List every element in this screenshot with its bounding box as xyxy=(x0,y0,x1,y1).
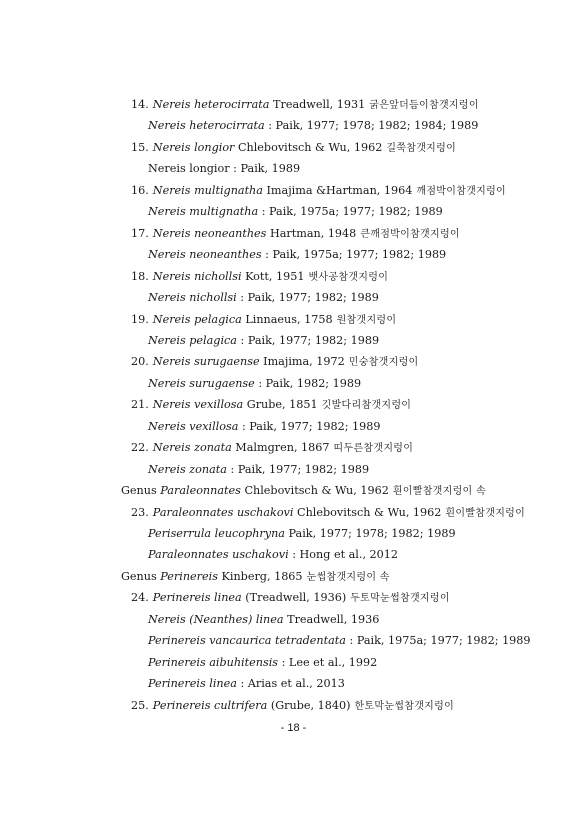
species-author: Treadwell, 1931 xyxy=(273,98,366,111)
page-number: - 18 - xyxy=(280,722,307,734)
species-name: multignatha xyxy=(194,183,263,197)
korean-name: 원참갯지렁이 xyxy=(336,314,397,326)
species-author: Chlebovitsch & Wu, 1962 xyxy=(237,140,383,154)
species-name: heterocirrata xyxy=(194,98,270,111)
species-number: 14. xyxy=(131,98,149,111)
species-name: longior xyxy=(194,140,235,154)
genus-name: Nereis xyxy=(152,226,191,240)
korean-name: 민숭참갯지렁이 xyxy=(348,357,419,369)
korean-name: 큰깨점박이참갯지렁이 xyxy=(360,228,460,240)
species-entry xyxy=(131,699,454,714)
synonym-reference: Hong et al., 2012 xyxy=(299,548,399,562)
species-author: Imajima, 1972 xyxy=(263,355,345,369)
synonym-reference: Paik, 1977; 1982; 1989 xyxy=(247,291,379,305)
species-number: 16. xyxy=(131,183,149,197)
genus-name: Nereis xyxy=(152,312,191,326)
synonym-name: Periserrula leucophryna xyxy=(148,527,285,540)
synonym-name: Nereis longior xyxy=(148,162,230,176)
synonym-reference: Paik, 1975a; 1977; 1982; 1989 xyxy=(356,634,531,648)
species-number: 18. xyxy=(131,269,149,283)
korean-name: 깃발다리참갯지렁이 xyxy=(321,400,412,412)
synonym-entry: Paraleonnates uschakovi : Hong et al., 2012 xyxy=(148,548,399,562)
genus-name: Nereis xyxy=(152,398,191,412)
synonym-entry: Nereis zonata : Paik, 1977; 1982; 1989 xyxy=(148,462,370,476)
genus-name: Paraleonnates xyxy=(152,505,234,519)
synonym-reference: Paik, 1977; 1982; 1989 xyxy=(249,419,381,433)
synonym-reference: Treadwell, 1936 xyxy=(287,612,380,626)
species-entry xyxy=(131,184,506,199)
synonym-name: Perinereis aibuhitensis xyxy=(148,655,279,669)
species-name: nichollsi xyxy=(194,269,242,283)
species-number: 17. xyxy=(131,226,149,240)
genus-author: Kinberg, 1865 xyxy=(221,569,303,583)
species-name: neoneanthes xyxy=(194,226,267,240)
synonym-entry: Nereis longior : Paik, 1989 xyxy=(148,162,301,176)
genus-name: Perinereis xyxy=(160,569,218,583)
synonym-name: Nereis vexillosa xyxy=(148,419,239,433)
species-author: Kott, 1951 xyxy=(245,269,305,283)
korean-name: 깨점박이참갯지렁이 xyxy=(416,185,507,197)
species-number: 23. xyxy=(131,505,149,519)
genus-prefix: Genus xyxy=(121,569,157,583)
species-name: pelagica xyxy=(194,312,242,326)
synonym-reference: Paik, 1977; 1982; 1989 xyxy=(237,462,370,476)
korean-name: 눈썹참갯지렁이 속 xyxy=(306,571,390,583)
species-entry xyxy=(131,506,525,521)
genus-name: Nereis xyxy=(152,98,191,111)
species-number: 24. xyxy=(131,591,149,605)
synonym-reference: Paik, 1989 xyxy=(240,162,301,176)
korean-name: 띠두른참갯지렁이 xyxy=(333,443,414,455)
species-author: Malmgren, 1867 xyxy=(235,441,330,455)
synonym-reference: Paik, 1977; 1978; 1982; 1984; 1989 xyxy=(275,119,479,133)
species-entry xyxy=(131,98,479,113)
synonym-entry: Perinereis linea : Arias et al., 2013 xyxy=(148,677,345,691)
synonym-entry: Nereis surugaense : Paik, 1982; 1989 xyxy=(148,376,362,390)
synonym-entry xyxy=(148,613,379,627)
species-entry xyxy=(131,355,419,370)
synonym-name: Perinereis linea xyxy=(148,677,237,691)
genus-name: Nereis xyxy=(152,183,191,197)
species-name: linea xyxy=(214,591,242,605)
species-entry xyxy=(131,591,450,606)
genus-heading xyxy=(121,484,486,499)
synonym-name: Nereis multignatha xyxy=(148,205,259,219)
synonym-reference: Paik, 1977; 1982; 1989 xyxy=(247,333,380,347)
species-number: 25. xyxy=(131,698,149,712)
species-number: 21. xyxy=(131,398,149,412)
genus-name: Nereis xyxy=(152,355,191,369)
genus-heading xyxy=(121,570,390,585)
synonym-entry: Nereis heterocirrata : Paik, 1977; 1978; 1982; 1984; 1989 xyxy=(148,119,479,133)
synonym-reference: Paik, 1982; 1989 xyxy=(265,376,362,390)
synonym-reference: Arias et al., 2013 xyxy=(247,677,345,691)
synonym-name: Nereis heterocirrata xyxy=(148,119,265,133)
genus-name: Perinereis xyxy=(152,591,211,605)
synonym-entry: Nereis pelagica : Paik, 1977; 1982; 1989 xyxy=(148,333,380,347)
synonym-entry: Nereis multignatha : Paik, 1975a; 1977; 1982; 1989 xyxy=(148,205,443,219)
species-entry xyxy=(131,398,411,413)
synonym-reference: Lee et al., 1992 xyxy=(288,655,378,669)
synonym-entry: Nereis nichollsi : Paik, 1977; 1982; 1989 xyxy=(148,291,379,305)
korean-name: 두토막눈썹참갯지렁이 xyxy=(350,593,450,605)
synonym-name: Nereis pelagica xyxy=(148,333,237,347)
synonym-name: Perinereis vancaurica tetradentata xyxy=(148,634,346,648)
genus-prefix: Genus xyxy=(121,484,157,498)
species-name: uschakovi xyxy=(236,505,294,519)
synonym-entry xyxy=(148,527,456,541)
synonym-entry: Nereis vexillosa : Paik, 1977; 1982; 1989 xyxy=(148,419,381,433)
korean-name: 흰이빨참갯지렁이 속 xyxy=(392,486,486,498)
genus-name: Nereis xyxy=(152,269,191,283)
species-entry xyxy=(131,270,388,285)
genus-name: Paraleonnates xyxy=(160,484,241,498)
species-entry xyxy=(131,313,396,328)
synonym-entry: Perinereis vancaurica tetradentata : Paik, 1975a; 1977; 1982; 1989 xyxy=(148,634,531,648)
synonym-entry: Nereis neoneanthes : Paik, 1975a; 1977; 1982; 1989 xyxy=(148,248,447,262)
genus-name: Nereis xyxy=(152,441,191,455)
korean-name: 뱃사공참갯지렁이 xyxy=(308,271,389,283)
synonym-name: Nereis neoneanthes xyxy=(148,248,262,262)
genus-name: Nereis xyxy=(152,140,191,154)
korean-name: 한토막눈썹참갯지렁이 xyxy=(354,700,455,712)
species-name: vexillosa xyxy=(194,398,244,412)
genus-name: Perinereis xyxy=(152,698,211,712)
korean-name: 흰이빨참갯지렁이 xyxy=(445,507,526,519)
species-name: zonata xyxy=(194,441,232,455)
species-author: Grube, 1851 xyxy=(246,398,318,412)
synonym-name: Nereis nichollsi xyxy=(148,291,237,305)
species-name: cultrifera xyxy=(214,698,268,712)
synonym-name: Nereis surugaense xyxy=(148,376,255,390)
species-author: Linnaeus, 1758 xyxy=(245,312,333,326)
species-number: 22. xyxy=(131,441,149,455)
species-number: 19. xyxy=(131,312,149,326)
species-author: Imajima &Hartman, 1964 xyxy=(266,183,413,197)
synonym-reference: Paik, 1975a; 1977; 1982; 1989 xyxy=(269,205,443,219)
synonym-reference: Paik, 1977; 1978; 1982; 1989 xyxy=(288,527,456,540)
korean-name: 길쭉참갯지렁이 xyxy=(386,142,457,154)
species-entry xyxy=(131,441,413,456)
species-author: (Grube, 1840) xyxy=(270,698,351,712)
species-number: 15. xyxy=(131,140,149,154)
species-entry xyxy=(131,227,460,242)
synonym-reference: Paik, 1975a; 1977; 1982; 1989 xyxy=(272,248,447,262)
synonym-name: Paraleonnates uschakovi xyxy=(148,548,289,562)
species-author: (Treadwell, 1936) xyxy=(245,591,347,605)
species-entry xyxy=(131,141,456,156)
species-number: 20. xyxy=(131,355,149,369)
species-name: surugaense xyxy=(194,355,260,369)
species-author: Hartman, 1948 xyxy=(269,226,357,240)
synonym-entry: Perinereis aibuhitensis : Lee et al., 1992 xyxy=(148,655,378,669)
species-author: Chlebovitsch & Wu, 1962 xyxy=(297,505,442,519)
genus-author: Chlebovitsch & Wu, 1962 xyxy=(244,484,389,498)
synonym-name: Nereis zonata xyxy=(148,462,227,476)
synonym-name: Nereis (Neanthes) linea xyxy=(148,612,284,626)
korean-name: 굵은앞더듬이참갯지렁이 xyxy=(369,100,479,111)
